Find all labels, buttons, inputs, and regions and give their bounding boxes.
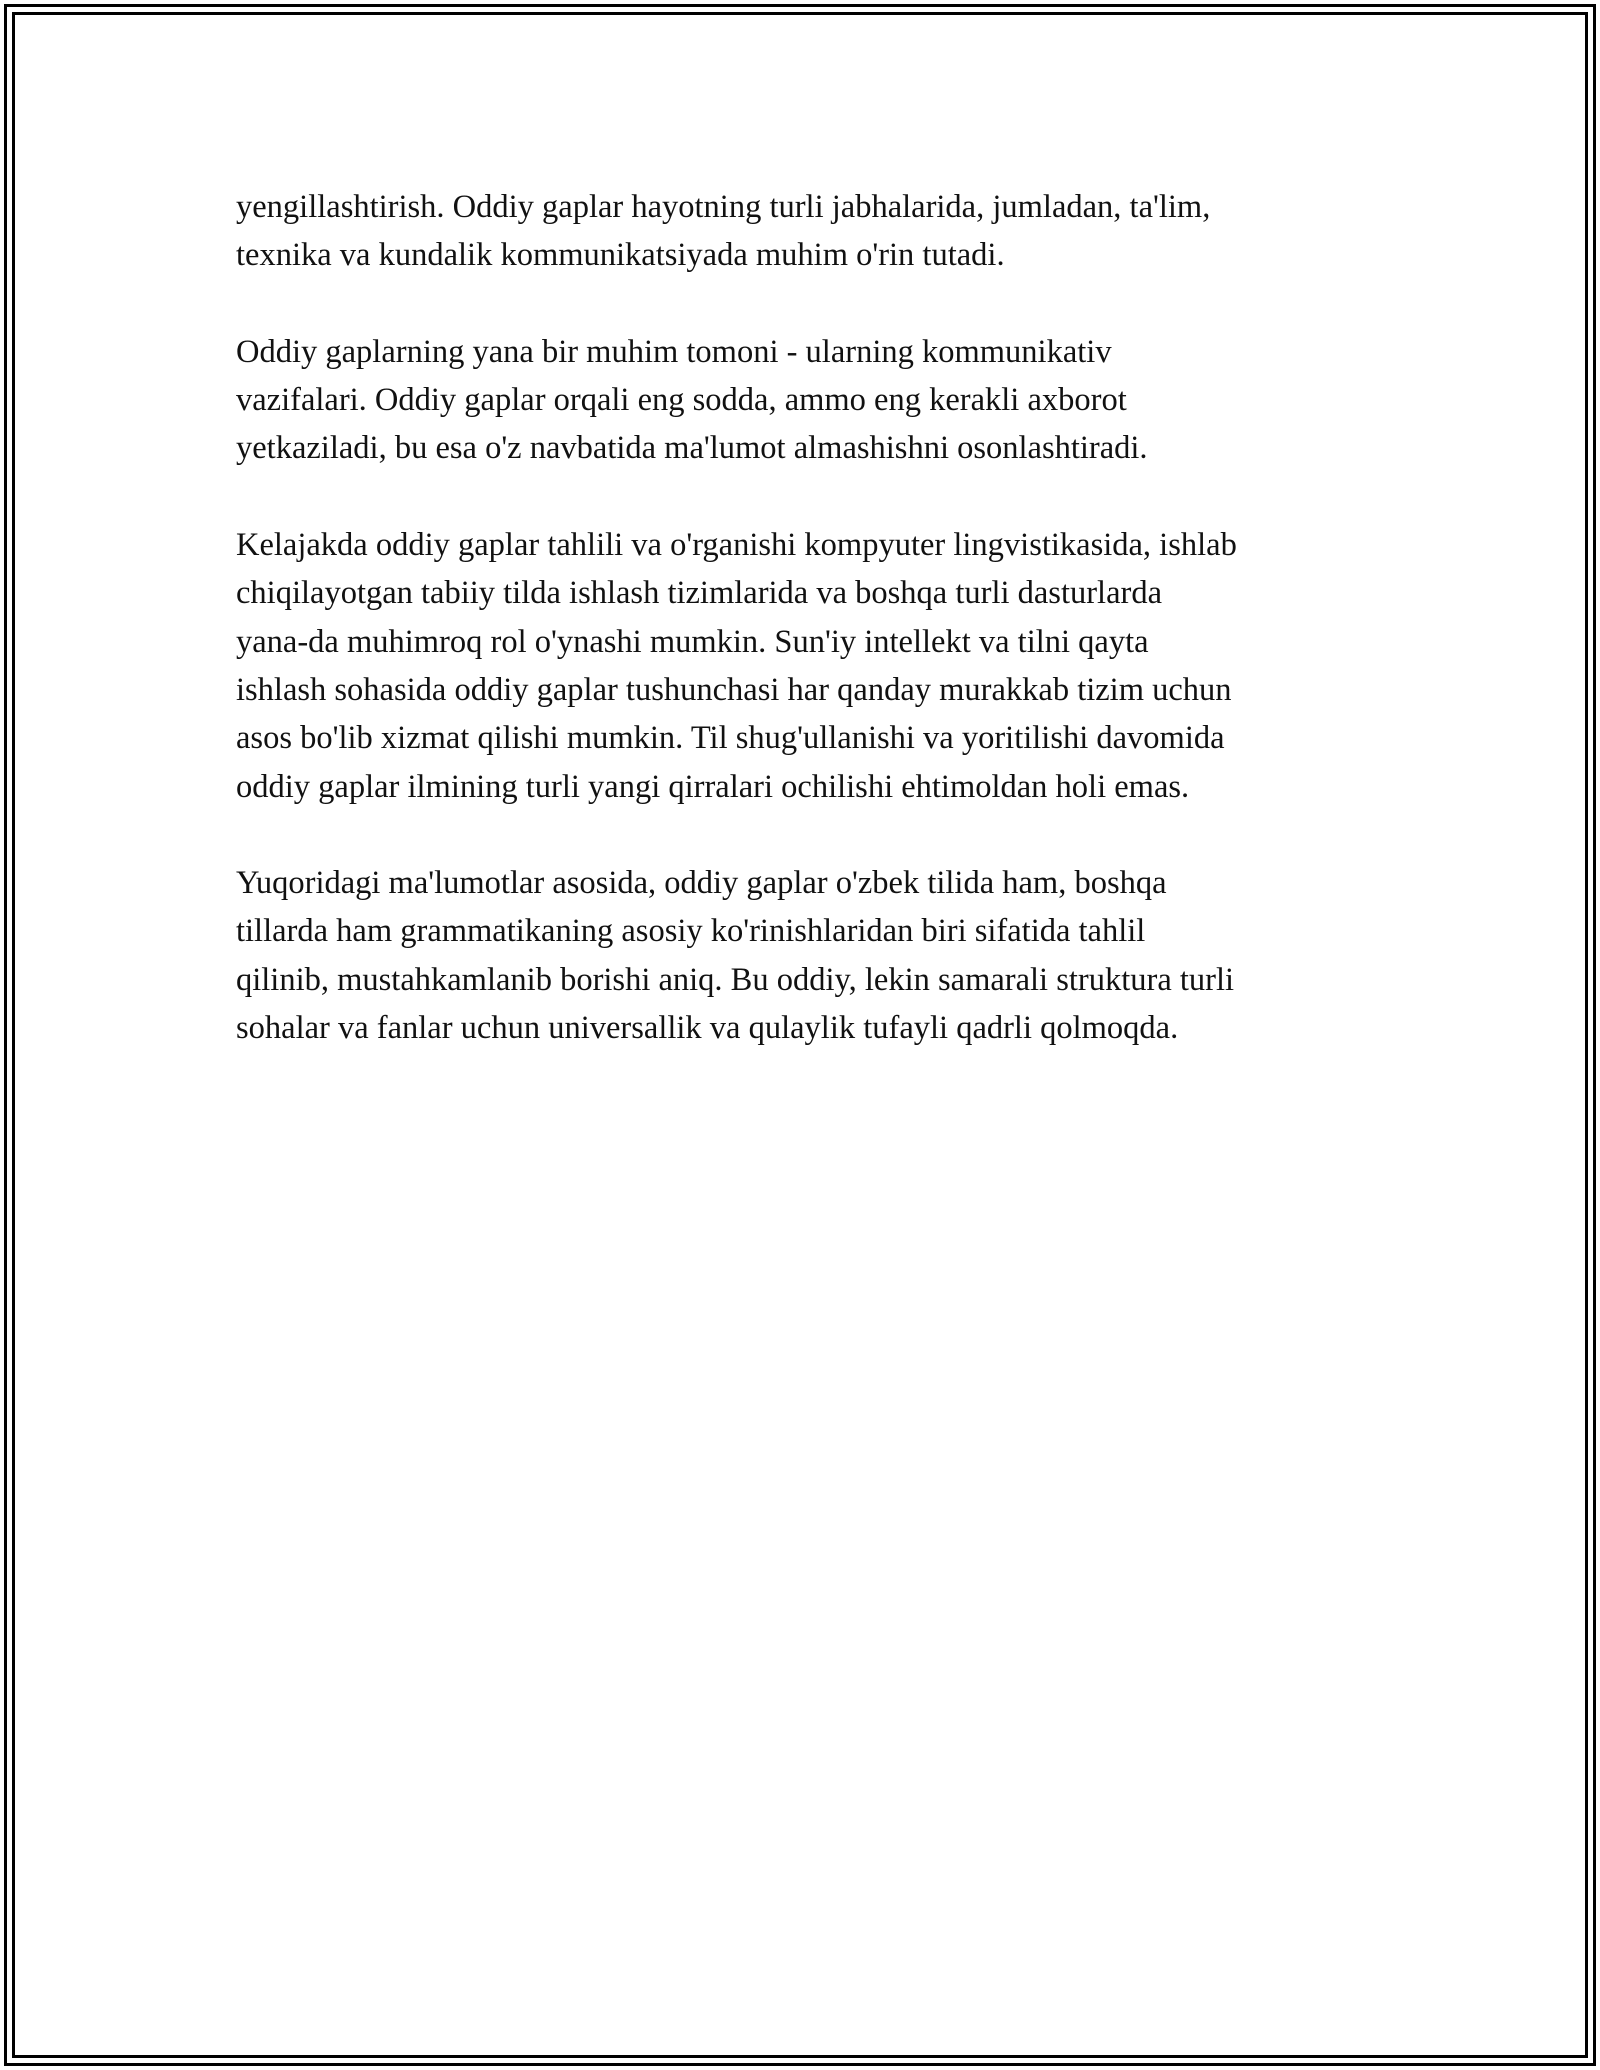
text-line: chiqilayotgan tabiiy tilda ishlash tizimlarida va boshqa turli dasturlarda <box>236 575 1163 612</box>
text-line: Kelajakda oddiy gaplar tahlili va o'rganishi kompyuter lingvistikasida, ishlab <box>236 527 1237 564</box>
text-line: sohalar va fanlar uchun universallik va qulaylik tufayli qadrli qolmoqda. <box>236 1010 1179 1047</box>
text-line: Yuqoridagi ma'lumotlar asosida, oddiy gaplar o'zbek tilida ham, boshqa <box>236 865 1167 902</box>
paragraph-2 <box>236 328 1396 473</box>
text-line: yengillashtirish. Oddiy gaplar hayotning turli jabhalarida, jumladan, ta'lim, <box>236 189 1211 225</box>
text-line: ishlash sohasida oddiy gaplar tushunchasi har qanday murakkab tizim uchun <box>236 671 1232 708</box>
document-body <box>236 183 1396 1101</box>
paragraph-4 <box>236 859 1396 1052</box>
text-line: yetkaziladi, bu esa o'z navbatida ma'lumot almashishni osonlashtiradi. <box>236 430 1148 467</box>
text-line: asos bo'lib xizmat qilishi mumkin. Til shug'ullanishi va yoritilishi davomida <box>236 720 1225 757</box>
text-line: yana-da muhimroq rol o'ynashi mumkin. Sun'iy intellekt va tilni qayta <box>236 623 1149 660</box>
text-line: vazifalari. Oddiy gaplar orqali eng sodda, ammo eng kerakli axborot <box>236 382 1127 419</box>
paragraph-1 <box>236 183 1396 280</box>
text-line: qilinib, mustahkamlanib borishi aniq. Bu oddiy, lekin samarali struktura turli <box>236 961 1235 998</box>
text-line: tillarda ham grammatikaning asosiy ko'rinishlaridan biri sifatida tahlil <box>236 913 1146 950</box>
text-line: texnika va kundalik kommunikatsiyada muhim o'rin tutadi. <box>236 237 1005 274</box>
paragraph-3 <box>236 521 1396 811</box>
text-line: Oddiy gaplarning yana bir muhim tomoni - ularning kommunikativ <box>236 333 1112 370</box>
text-line: oddiy gaplar ilmining turli yangi qirralari ochilishi ehtimoldan holi emas. <box>236 768 1190 805</box>
